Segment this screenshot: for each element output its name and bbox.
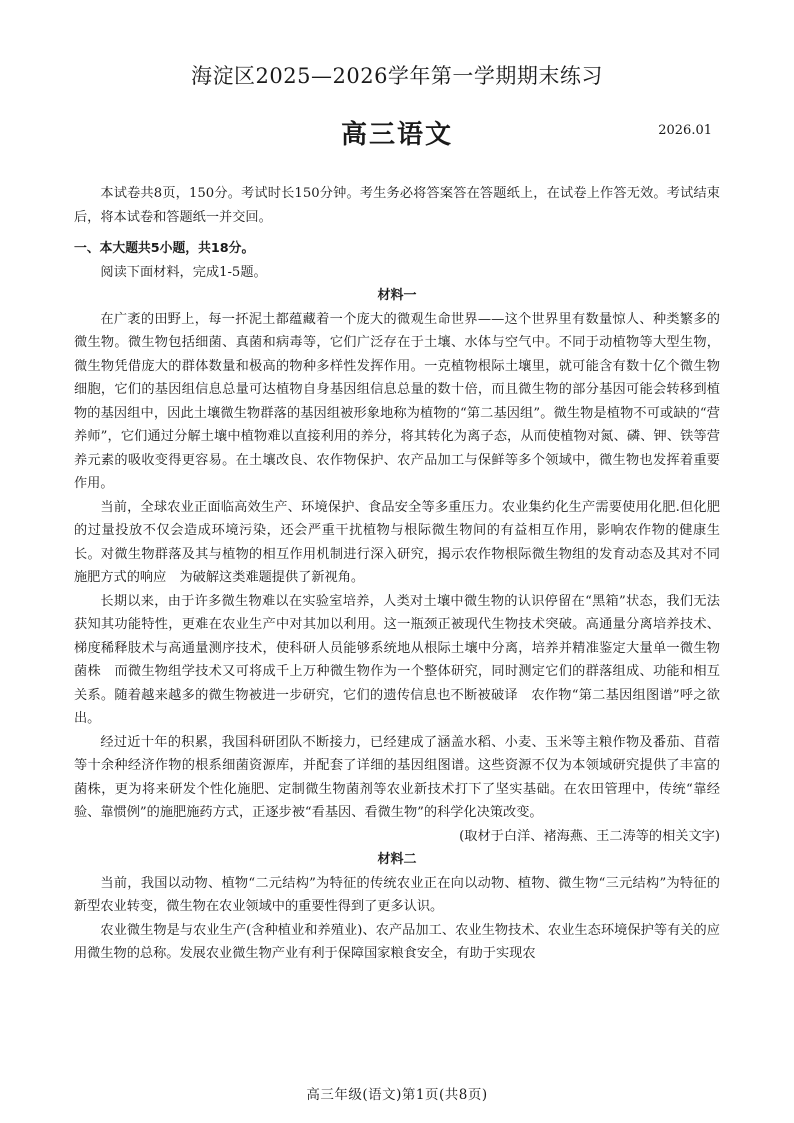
material-1-paragraph: 在广袤的田野上，每一抔泥土都蕴藏着一个庞大的微观生命世界——这个世界里有数量惊人、种类繁多的微生物。微生物包括细菌、真菌和病毒等，它们广泛存在于土壤、水体与空气中。不同于动植物等大型生物，微生物凭借庞大的群体数量和极高的物种多样性发挥作用。一克植物根际土壤里，就可能含有数十亿个微生物细胞，它们的基因组信息总量可达植物自身基因组信息总量的数十倍，而且微生物的部分基因可能会转移到植物的基因组中，因此土壤微生物群落的基因组被形象地称为植物的“第二基因组”。微生物是植物不可或缺的“营养师”，它们通过分解土壤中植物难以直接利用的养分，将其转化为离子态，从而使植物对氮、磷、钾、铁等营养元素的吸收变得更容易。在土壤改良、农作物保护、农产品加工与保鲜等多个领域中，微生物也发挥着重要作用。 — [74, 311, 720, 491]
material-2-paragraph: 当前，我国以动物、植物“二元结构”为特征的传统农业正在向以动物、植物、微生物“三元结构”为特征的新型农业转变，微生物在农业领域中的重要性得到了更多认识。 — [74, 875, 720, 914]
material-1-source: (取材于白洋、褚海燕、王二涛等的相关文字) — [459, 828, 720, 844]
exam-title: 海淀区2025—2026学年第一学期期末练习 — [191, 64, 603, 88]
material-2-paragraph: 农业微生物是与农业生产(含种植业和养殖业)、农产品加工、农业生物技术、农业生态环境保护等有关的应用微生物的总称。发展农业微生物产业有利于保障国家粮食安全，有助于实现农 — [74, 922, 720, 961]
material-2-title: 材料二 — [377, 852, 417, 867]
material-1-paragraph: 长期以来，由于许多微生物难以在实验室培养，人类对土壤中微生物的认识停留在“黑箱”状态，我们无法获知其功能特性，更难在农业生产中对其加以利用。这一瓶颈正被现代生物技术突破。高通量分离培养技术、梯度稀释肢术与高通量测序技术，使科研人员能够系统地从根际土壤中分离，培养并精准鉴定大量单一微生物菌株 而微生物组学技术又可将成千上万种微生物作为一个整体研究，同时测定它们的群落组成、功能和相互关系。随着越来越多的微生物被进一步研究，它们的遗传信息也不断被破译 农作物“第二基因组图谱”呼之欲出。 — [74, 593, 720, 726]
section-heading: 一、本大题共5小题，共18分。 — [74, 241, 255, 256]
exam-content — [74, 182, 720, 966]
instructions: 本试卷共8页，150分。考试时长150分钟。考生务必将答案答在答题纸上，在试卷上作答无效。考试结束后，将本试卷和答题纸一并交回。 — [74, 186, 720, 225]
page-footer: 高三年级(语文)第1页(共8页) — [306, 1087, 488, 1103]
section-directive: 阅读下面材料，完成1-5题。 — [100, 264, 267, 280]
exam-date: 2026.01 — [658, 123, 712, 138]
material-1-title: 材料一 — [377, 288, 417, 303]
material-1-paragraph: 经过近十年的积累，我国科研团队不断接力，已经建成了涵盖水稻、小麦、玉米等主粮作物及番茄、苜蓿等十余种经济作物的根系细菌资源库，并配套了详细的基因组图谱。这些资源不仅为本领域研究提供了丰富的菌株，更为将来研发个性化施肥、定制微生物菌剂等农业新技术打下了坚实基础。在农田管理中，传统“靠经验、靠惯例”的施肥施药方式，正逐步被“看基因、看微生物”的科学化决策改变。 — [74, 734, 720, 820]
subject-title: 高三语文 — [340, 120, 453, 150]
material-1-paragraph: 当前，全球农业正面临高效生产、环境保护、食品安全等多重压力。农业集约化生产需要使用化肥.但化肥的过量投放不仅会造成环境污染，还会严重干扰植物与根际微生物间的有益相互作用，影响农作物的健康生长。对微生物群落及其与植物的相互作用机制进行深入研究，揭示农作物根际微生物组的发育动态及其对不同施肥方式的响应 为破解这类难题提供了新视角。 — [74, 499, 720, 585]
